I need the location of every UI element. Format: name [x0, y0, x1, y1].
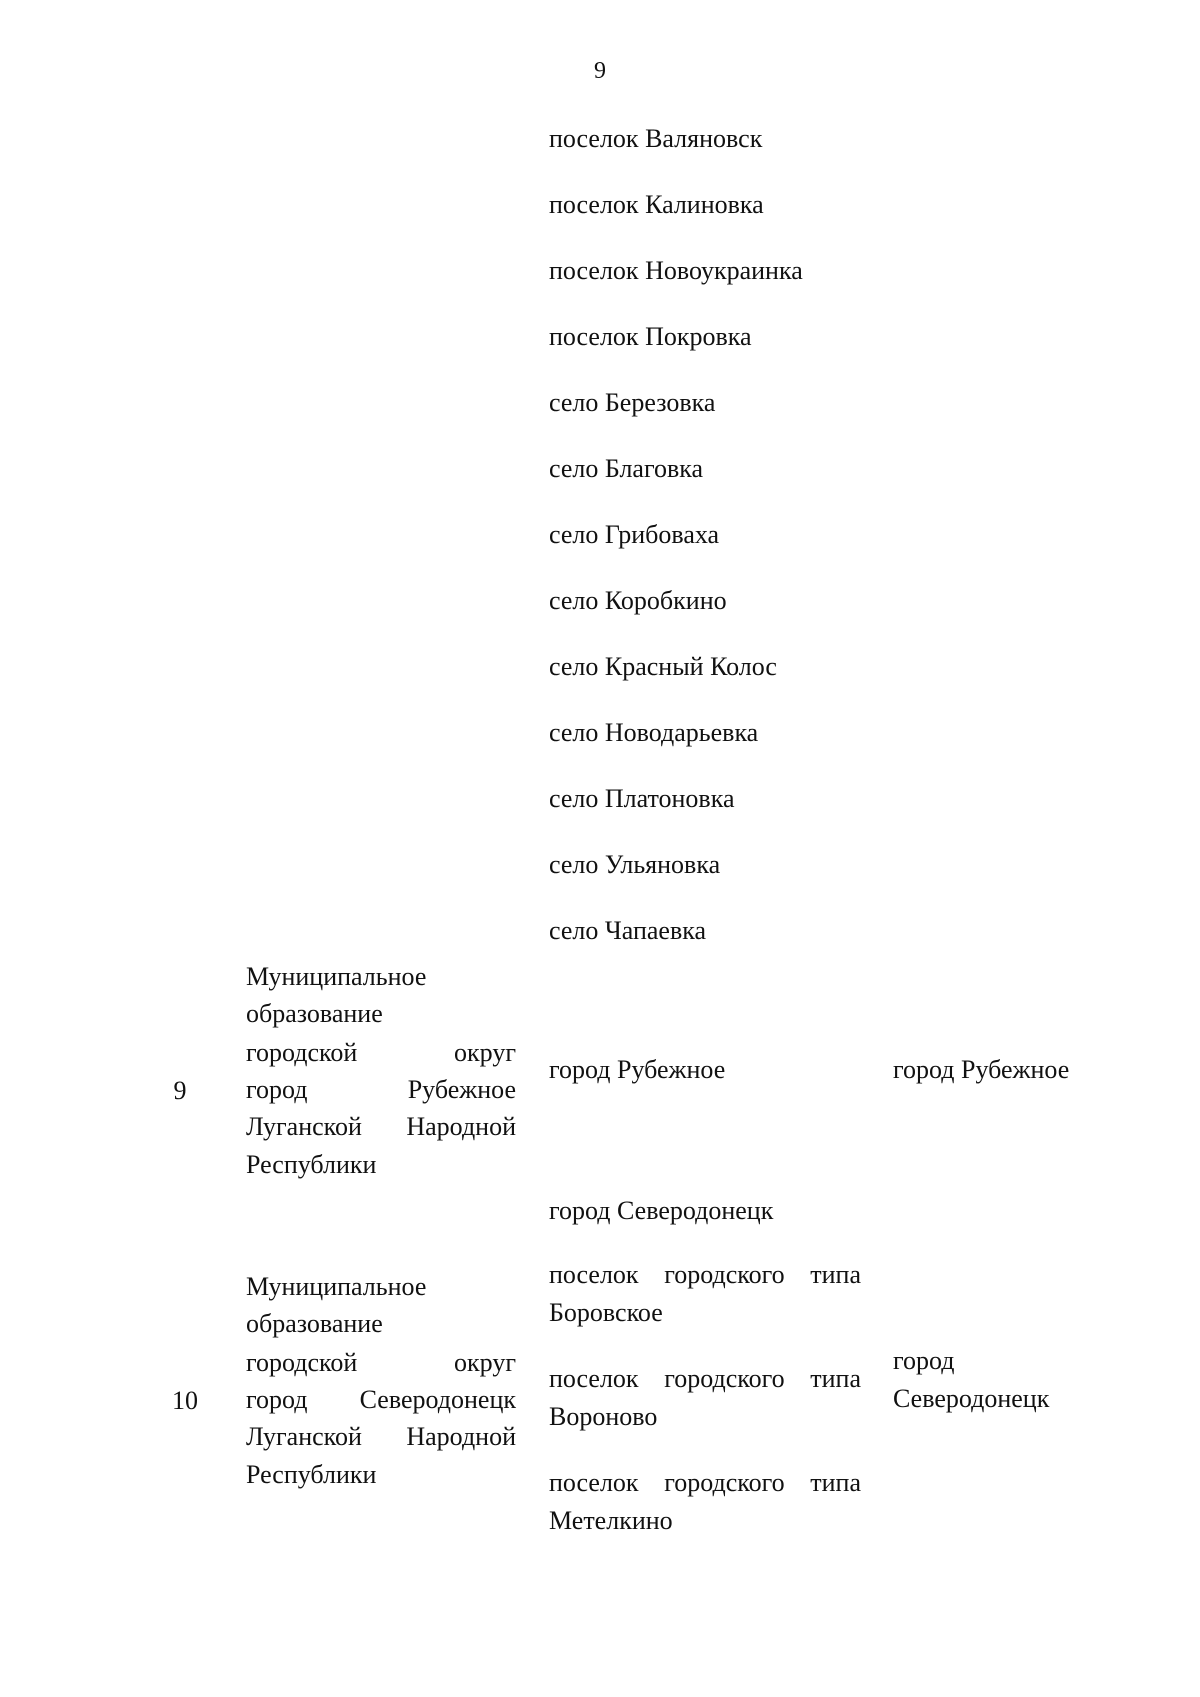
settlement-item: поселок Калиновка	[549, 190, 764, 219]
municipality-line: Муниципальное	[246, 1272, 427, 1301]
municipality-line: образование	[246, 999, 383, 1028]
municipality-line: Республики	[246, 1460, 377, 1489]
settlement-item: село Березовка	[549, 388, 716, 417]
settlement-item: поселок Валяновск	[549, 124, 763, 153]
municipality-line: Республики	[246, 1150, 377, 1179]
municipality-line: городской округ	[246, 1038, 516, 1067]
settlement-item: поселок городского типа Метелкино	[549, 1468, 861, 1535]
municipality-line: Луганской Народной	[246, 1112, 516, 1141]
admin-center: город Северодонецк	[893, 1346, 1050, 1413]
municipality-line: город Рубежное	[246, 1075, 516, 1104]
page-number: 9	[594, 58, 606, 84]
admin-center: город Рубежное	[893, 1055, 1070, 1084]
settlement-item: село Чапаевка	[549, 916, 707, 945]
municipality-line: образование	[246, 1309, 383, 1338]
settlement-item: поселок городского типа Боровское	[549, 1260, 861, 1327]
municipality-line: город Северодонецк	[246, 1385, 516, 1414]
municipality-line: городской округ	[246, 1348, 516, 1377]
settlement-item: село Новодарьевка	[549, 718, 759, 747]
settlement-item: поселок городского типа Вороново	[549, 1364, 861, 1431]
row-number: 10	[172, 1386, 198, 1415]
settlement-item: поселок Новоукраинка	[549, 256, 803, 285]
settlement-item: село Благовка	[549, 454, 704, 483]
settlement-item: село Ульяновка	[549, 850, 721, 879]
settlement-item: село Красный Колос	[549, 652, 777, 681]
settlement-item: село Грибоваха	[549, 520, 720, 549]
municipality-line: Муниципальное	[246, 962, 427, 991]
row-number: 9	[173, 1076, 187, 1105]
settlement-item: город Рубежное	[549, 1055, 726, 1084]
settlement-item: село Коробкино	[549, 586, 727, 615]
settlement-item: поселок Покровка	[549, 322, 752, 351]
settlement-item: город Северодонецк	[549, 1196, 774, 1225]
settlement-item: село Платоновка	[549, 784, 735, 813]
municipality-line: Луганской Народной	[246, 1422, 516, 1451]
